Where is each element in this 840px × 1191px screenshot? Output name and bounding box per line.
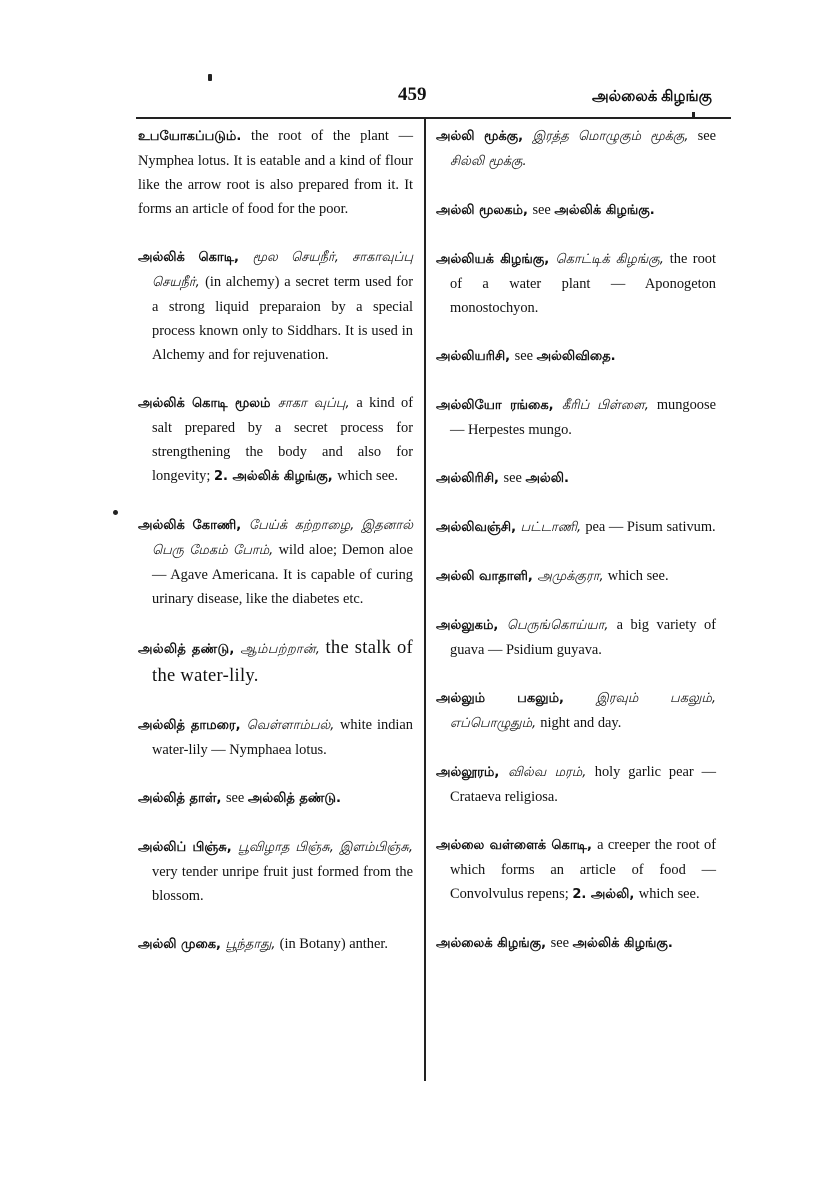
entry-tamil-text: சாகா வுப்பு, (277, 396, 357, 411)
entry-tamil-text: ஆம்பற்றான், (240, 642, 326, 657)
entry-definition: see (697, 128, 716, 144)
entry-headword: அல்லைக் கிழங்கு, (436, 936, 551, 951)
entry-tamil-text: அமுக்குரா, (537, 569, 608, 584)
entry-headword: அல்லித் தண்டு, (138, 642, 241, 657)
column-divider (424, 119, 426, 1081)
entry-definition: see (514, 348, 537, 364)
entry-headword: அல்லியக் கிழங்கு, (436, 252, 556, 267)
entry-definition: which see. (607, 568, 669, 584)
dictionary-entry (436, 686, 716, 736)
entry-tamil-text: அல்லித் தண்டு. (247, 791, 341, 806)
entry-definition: very tender unripe fruit just formed from the blossom. (152, 864, 413, 904)
entry-headword: அல்லிக் கொடி, (138, 250, 253, 265)
entry-tamil-text: உபயோகப்படும். (138, 129, 242, 144)
dictionary-entry (436, 344, 716, 369)
dictionary-entry (436, 124, 716, 174)
entry-definition: a big variety of guava — Psidium guyava. (450, 617, 716, 658)
entry-headword: அல்லி மூக்கு, (436, 129, 533, 144)
right-column (436, 124, 716, 980)
dictionary-entry (436, 833, 716, 907)
margin-ink-mark (113, 510, 118, 515)
entry-tamil-text: அல்லி. (525, 471, 569, 486)
entry-tamil-text: இரத்த மொழுகும் மூக்கு, (532, 129, 698, 144)
dictionary-entry (436, 466, 716, 491)
dictionary-entry (138, 513, 413, 611)
dictionary-entry (436, 564, 716, 589)
entry-headword: அல்லிவஞ்சி, (436, 520, 521, 535)
entry-definition: a creeper the root of which forms an article of food — Convolvulus repens; (450, 837, 716, 902)
entry-tamil-text: வெள்ளாம்பல், (246, 718, 341, 733)
entry-definition: which see. (337, 468, 398, 484)
entry-definition: a kind of salt prepared by a secret process for strengthening the body and also for longevity; (152, 395, 413, 484)
header-ink-dot (208, 74, 212, 81)
dictionary-entry (138, 713, 413, 762)
left-column (138, 124, 413, 981)
dictionary-entry (138, 391, 413, 489)
dictionary-entry (138, 245, 413, 367)
dictionary-entry (138, 635, 413, 689)
entry-tamil-text: சில்லி மூக்கு. (450, 154, 527, 169)
entry-headword: அல்லி மூலகம், (436, 203, 533, 218)
entry-headword: அல்லை வள்ளைக் கொடி, (436, 838, 598, 853)
entry-tamil-text: வில்வ மரம், (508, 765, 595, 780)
entry-tamil-text: அல்லிக் கிழங்கு. (572, 936, 673, 951)
entry-headword: அல்லூரம், (436, 765, 509, 780)
dictionary-entry (138, 932, 413, 957)
entry-tamil-text: அல்லிக் கிழங்கு. (554, 203, 655, 218)
entry-tamil-text: இரவும் பகலும், எப்பொழுதும், (450, 691, 716, 731)
page-number: 459 (398, 84, 427, 105)
entry-headword: அல்லிப் பிஞ்சு, (138, 840, 238, 855)
dictionary-entry (436, 198, 716, 223)
dictionary-entry (436, 393, 716, 442)
entry-headword: அல்லும் பகலும், (436, 691, 597, 706)
header-rule (136, 117, 731, 119)
entry-definition: holy garlic pear — Crataeva religiosa. (450, 764, 716, 805)
entry-tamil-text: பெருங்கொய்யா, (506, 618, 617, 633)
entry-definition: pea — Pisum sativum. (585, 519, 716, 535)
dictionary-entry (436, 760, 716, 809)
entry-definition: night and day. (540, 715, 622, 731)
entry-headword: அல்லிக் கோணி, (138, 518, 249, 533)
entry-definition: see (503, 470, 526, 486)
entry-headword: அல்லிரிசி, (436, 471, 504, 486)
entry-definition: see (225, 790, 248, 806)
entry-headword: அல்லி வாதாளி, (436, 569, 538, 584)
dictionary-entry (138, 835, 413, 908)
entry-tamil-text: பட்டாணி, (520, 520, 586, 535)
dictionary-entry (436, 247, 716, 320)
entry-tamil-text: கீரிப் பிள்ளை, (561, 398, 657, 413)
entry-definition: mungoose — Herpestes mungo. (450, 397, 716, 438)
entry-headword: அல்லித் தாள், (138, 791, 226, 806)
entry-definition: the root of the plant — Nymphea lotus. It is eatable and a kind of flour like the arrow root is also prepared from it. It forms an article of food for the poor. (138, 128, 413, 217)
entry-headword: அல்லியரிசி, (436, 349, 515, 364)
entry-definition: which see. (638, 886, 700, 902)
entry-definition: the root of a water plant — Aponogeton monostochyon. (450, 251, 716, 316)
entry-tamil-text: 2. அல்லி, (572, 887, 639, 902)
entry-tamil-text: கொட்டிக் கிழங்கு, (555, 252, 670, 267)
entry-definition: white indian water-lily — Nymphaea lotus. (152, 717, 413, 758)
entry-headword: அல்லித் தாமரை, (138, 718, 247, 733)
entry-headword: அல்லியோ ரங்கை, (436, 398, 562, 413)
entry-definition: the stalk of the water-lily. (152, 638, 413, 686)
entry-headword: அல்லி முகை, (138, 937, 226, 952)
dictionary-entry (138, 786, 413, 811)
dictionary-entry (436, 515, 716, 540)
running-head: அல்லைக் கிழங்கு (592, 89, 712, 105)
entry-headword: அல்லுகம், (436, 618, 507, 633)
entry-tamil-text: மூல செயநீர், சாகாவுப்பு செயநீர், (152, 250, 413, 290)
entry-definition: wild aloe; Demon aloe — Agave Americana. It is capable of curing urinary disease, like the diabetes etc. (152, 542, 413, 607)
entry-definition: see (550, 935, 573, 951)
entry-tamil-text: அல்லிவிதை. (536, 349, 616, 364)
dictionary-entry (436, 931, 716, 956)
entry-tamil-text: 2. அல்லிக் கிழங்கு, (213, 469, 338, 484)
dictionary-entry (138, 124, 413, 221)
entry-tamil-text: பூவிழாத பிஞ்சு, இளம்பிஞ்சு, (237, 840, 413, 855)
entry-definition: (in Botany) anther. (279, 936, 388, 952)
entry-headword: அல்லிக் கொடி மூலம் (138, 396, 278, 411)
entry-tamil-text: பூந்தாது, (225, 937, 280, 952)
entry-definition: (in alchemy) a secret term used for a strong liquid preparaion by a special process known only to Siddhars. It is used in Alchemy and for rejuvenation. (152, 274, 413, 363)
entry-definition: see (532, 202, 555, 218)
dictionary-entry (436, 613, 716, 662)
entry-tamil-text: பேய்க் கற்றாழை, இதனால் பெரு மேகம் போம், (152, 518, 413, 558)
